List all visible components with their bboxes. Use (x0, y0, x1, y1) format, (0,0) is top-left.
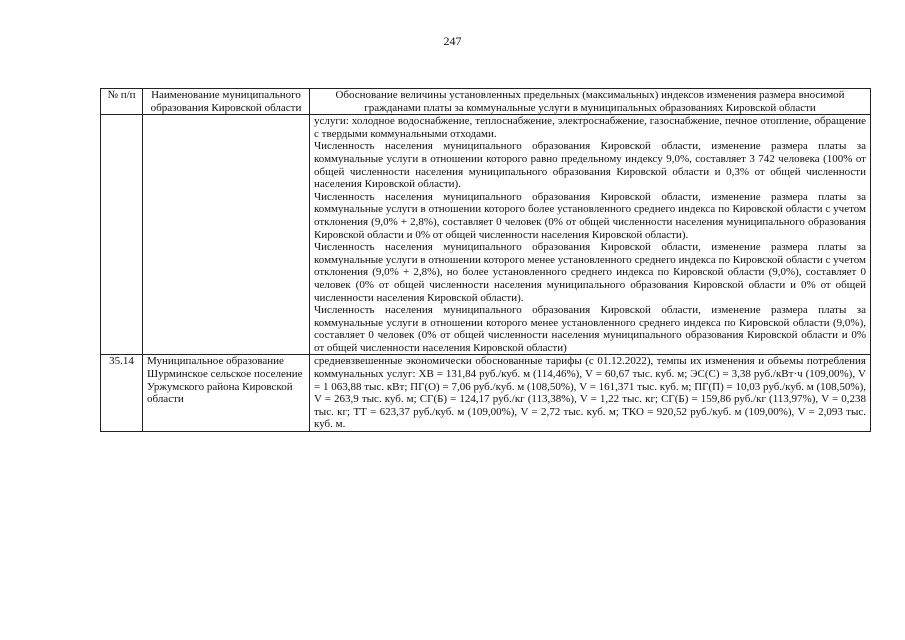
justification-paragraph: услуги: холодное водоснабжение, теплоснабжение, электроснабжение, газоснабжение, печное отопление, обращение с твердыми коммунальными отходами. (314, 115, 866, 140)
header-number: № п/п (101, 89, 143, 115)
justification-cell (310, 115, 871, 355)
page-number: 247 (443, 34, 462, 48)
table-row (101, 115, 871, 355)
header-justification: Обоснование величины установленных предельных (максимальных) индексов изменения размера вносимой гражданами платы за коммунальные услуги в муниципальных образованиях Кировской области (310, 89, 871, 115)
justification-paragraph: Численность населения муниципального образования Кировской области, изменение размера платы за коммунальные услуги в отношении которого менее установленного среднего индекса по Кировской области с учетом отклонения (9,0% + 2,8%), но более установленного среднего индекса по Кировской области (9,0%), составляет 0 человек (0% от общей численности населения муниципального образования Кировской области и 0% от общей численности населения Кировской области). (314, 241, 866, 304)
row-number-cell (101, 115, 143, 355)
tariff-paragraph: средневзвешенные экономически обоснованные тарифы (с 01.12.2022), темпы их изменения и объемы потребления коммунальных услуг: ХВ = 131,84 руб./куб. м (114,46%), V = 60,67 тыс. куб. м; ЭС(С) = 3,38 руб./кВт·ч (109,00%), V = 1 063,88 тыс. кВт; ПГ(О) = 7,06 руб./куб. м (108,50%), V = 161,371 тыс. куб. м; ПГ(П) = 10,03 руб./куб. м (108,50%), V = 263,9 тыс. куб. м; СГ(Б) = 124,17 руб./кг (113,38%), V = 1,22 тыс. кг; СГ(Б) = 159,86 руб./кг (113,97%), V = 0,238 тыс. кг; ТТ = 623,37 руб./куб. м (109,00%), V = 2,72 тыс. куб. м; ТКО = 920,52 руб./куб. м (109,00%), V = 2,093 тыс. куб. м. (314, 355, 866, 431)
row-number-cell: 35.14 (101, 355, 143, 432)
header-municipality: Наименование муниципального образования Кировской области (143, 89, 310, 115)
justification-cell (310, 355, 871, 432)
table-header-row (101, 89, 871, 115)
municipality-cell: Муниципальное образование Шурминское сельское поселение Уржумского района Кировской области (143, 355, 310, 432)
tariff-index-table (100, 88, 871, 432)
justification-paragraph: Численность населения муниципального образования Кировской области, изменение размера платы за коммунальные услуги в отношении которого более установленного среднего индекса по Кировской области с учетом отклонения (9,0% + 2,8%), составляет 0 человек (0% от общей численности населения муниципального образования Кировской области и 0% от общей численности населения Кировской области). (314, 190, 866, 241)
table-row (101, 355, 871, 432)
municipality-cell (143, 115, 310, 355)
justification-paragraph: Численность населения муниципального образования Кировской области, изменение размера платы за коммунальные услуги в отношении которого равно предельному индексу 9,0%, составляет 3 742 человека (100% от общей численности населения муниципального образования Кировской области и 0,3% от общей численности населения Кировской области). (314, 140, 866, 191)
justification-paragraph: Численность населения муниципального образования Кировской области, изменение размера платы за коммунальные услуги в отношении которого менее установленного среднего индекса по Кировской области (9,0%), составляет 0 человек (0% от общей численности населения муниципального образования Кировской области и 0% от общей численности населения Кировской области) (314, 304, 866, 354)
